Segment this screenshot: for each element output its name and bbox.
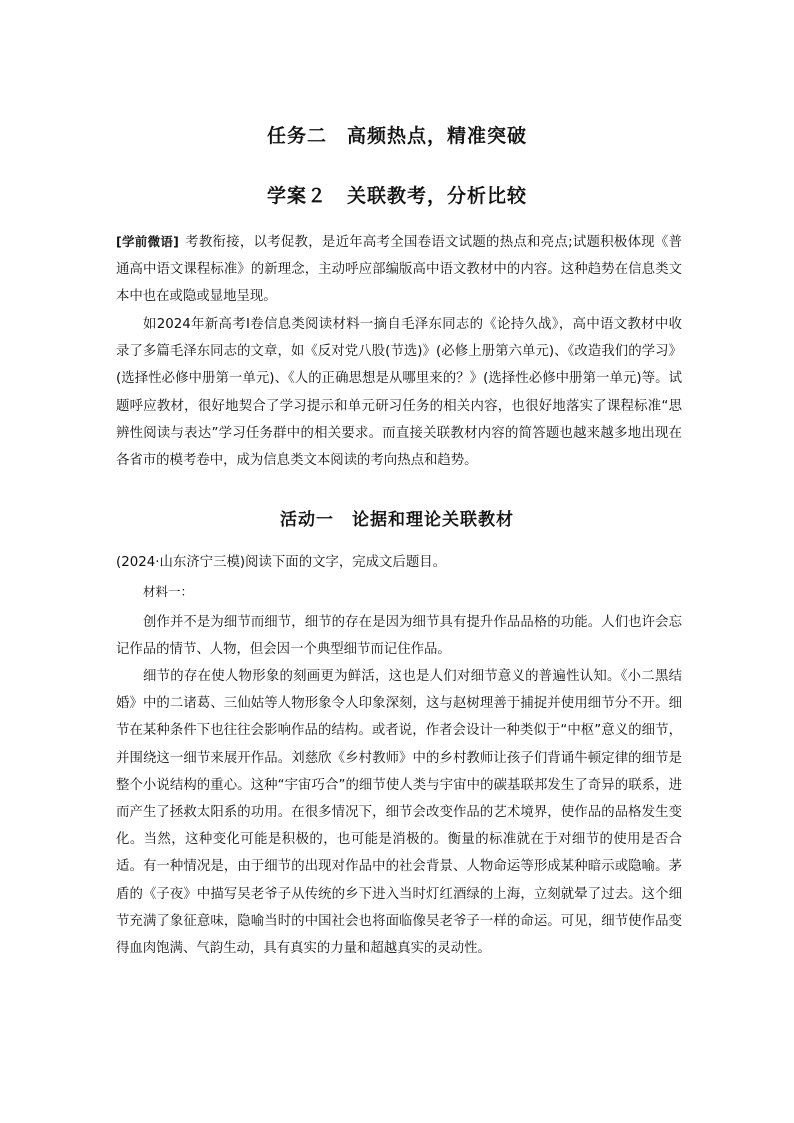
intro-paragraph bbox=[116, 228, 682, 311]
intro-paragraph-2: 如2024年新高考Ⅰ卷信息类阅读材料一摘自毛泽东同志的《论持久战》，高中语文教材中收录了多篇毛泽东同志的文章，如《反对党八股(节选)》(必修上册第六单元)、《改造我们的学习》(选择性必修中册第一单元)、《人的正确思想是从哪里来的？》(选择性必修中册第一单元)等。试题呼应教材，很好地契合了学习提示和单元研习任务的相关内容，也很好地落实了课程标准“思辨性阅读与表达”学习任务群中的相关要求。而直接关联教材内容的简答题也越来越多地出现在各省市的模考卷中，成为信息类文本阅读的考向热点和趋势。 bbox=[116, 317, 682, 469]
task-title: 任务二 高频热点，精准突破 bbox=[266, 125, 527, 147]
intro-text: 考教衔接，以考促教，是近年高考全国卷语文试题的热点和亮点;试题积极体现《普通高中语文课程标准》的新理念，主动呼应部编版高中语文教材中的内容。这种趋势在信息类文本中也在或隐或显地呈现。 bbox=[116, 235, 682, 305]
material-paragraph: 创作并不是为细节而细节，细节的存在是因为细节具有提升作品品格的功能。人们也许会忘记作品的情节、人物，但会因一个典型细节而记住作品。 bbox=[116, 615, 682, 658]
source-line: (2024·山东济宁三模)阅读下面的文字，完成文后题目。 bbox=[116, 555, 446, 570]
intro-tag: [学前微语] bbox=[116, 234, 179, 249]
material-paragraph: 细节的存在使人物形象的刻画更为鲜活，这也是人们对细节意义的普遍性认知。《小二黑结婚》中的二诸葛、三仙姑等人物形象令人印象深刻，这与赵树理善于捕捉并使用细节分不开。细节在某种条件下也往往会影响作品的结构。或者说，作者会设计一种类似于“中枢”意义的细节，并围绕这一细节来展开作品。刘慈欣《乡村教师》中的乡村教师让孩子们背诵牛顿定律的细节是整个小说结构的重心。这种“宇宙巧合”的细节使人类与宇宙中的碳基联邦发生了奇异的联系，进而产生了拯救太阳系的功用。在很多情况下，细节会改变作品的艺术境界，使作品的品格发生变化。当然，这种变化可能是积极的，也可能是消极的。衡量的标准就在于对细节的使用是否合适。有一种情况是，由于细节的出现对作品中的社会背景、人物命运等形成某种暗示或隐喻。茅盾的《子夜》中描写吴老爷子从传统的乡下进入当时灯红酒绿的上海，立刻就晕了过去。这个细节充满了象征意味，隐喻当时的中国社会也将面临像吴老爷子一样的命运。可见，细节使作品变得血肉饱满、气韵生动，具有真实的力量和超越真实的灵动性。 bbox=[116, 669, 682, 957]
material-label: 材料一： bbox=[143, 584, 194, 599]
activity-heading: 活动一 论据和理论关联教材 bbox=[280, 510, 514, 530]
lesson-subtitle: 学案２ 关联教考，分析比较 bbox=[266, 185, 527, 207]
